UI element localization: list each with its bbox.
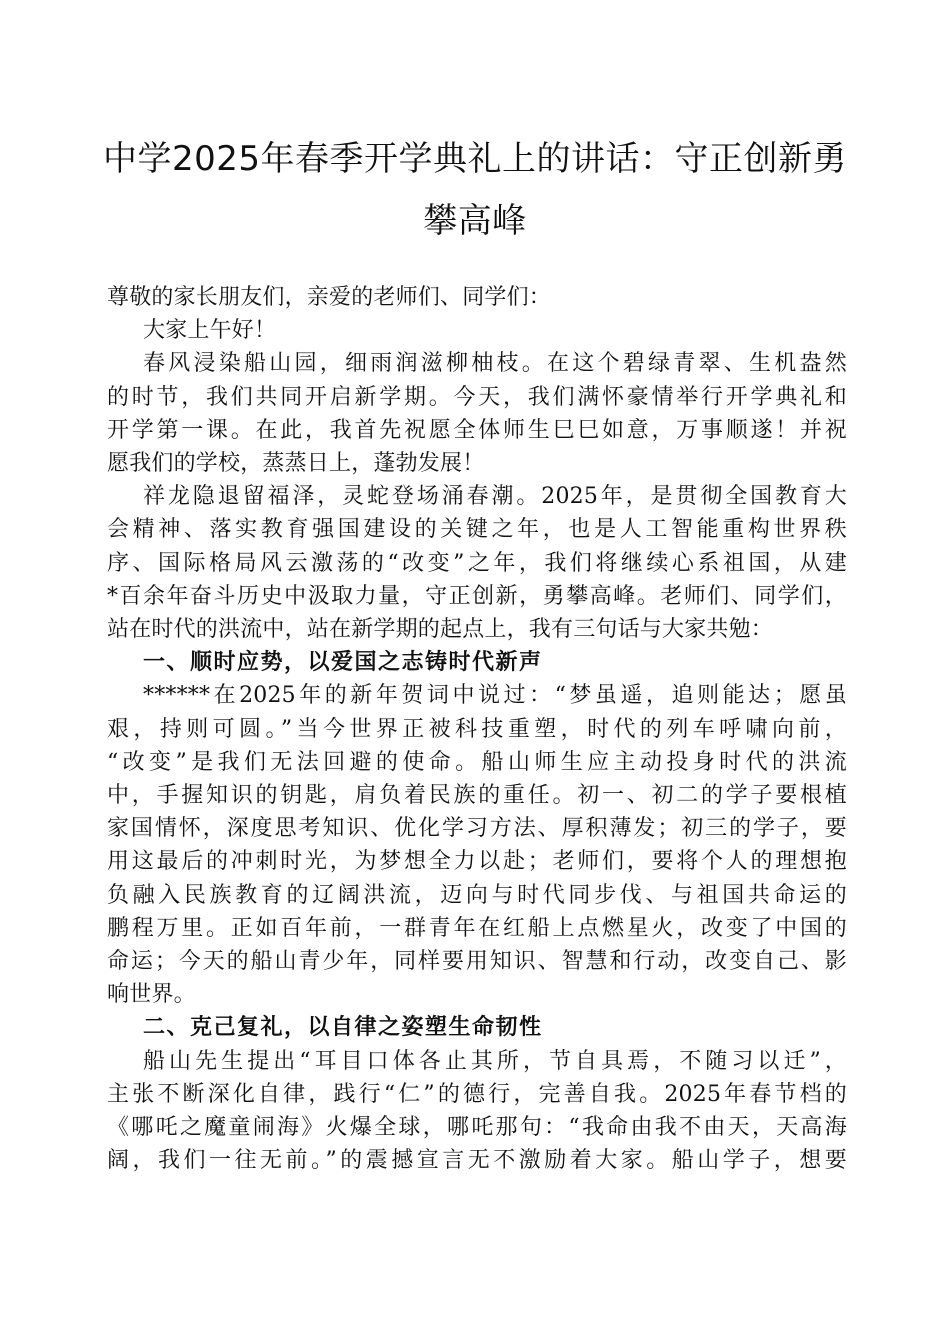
paragraph-line: ******在2025年的新年贺词中说过：“梦虽遥，追则能达；愿虽 <box>143 683 847 709</box>
paragraph-line: 序、国际格局风云激荡的“改变”之年，我们将继续心系祖国，从建 <box>107 550 847 576</box>
greeting <box>107 314 847 347</box>
paragraph-line: 春风浸染船山园，细雨润滋柳柚枝。在这个碧绿青翠、生机盎然 <box>143 351 847 377</box>
paragraph-line: 船山先生提出“耳目口体各止其所，节自具焉，不随习以迁”， <box>143 1048 847 1074</box>
paragraph-line: “改变”是我们无法回避的使命。船山师生应主动投身时代的洪流 <box>107 749 847 775</box>
paragraph-line: 负融入民族教育的辽阔洪流，迈向与时代同步伐、与祖国共命运的 <box>107 882 847 908</box>
paragraph-line: *百余年奋斗历史中汲取力量，守正创新，勇攀高峰。老师们、同学们， <box>107 583 847 609</box>
paragraph-line: 家国情怀，深度思考知识、优化学习方法、厚积薄发；初三的学子，要 <box>107 816 847 842</box>
paragraph-line: 《哪吒之魔童闹海》火爆全球，哪吒那句：“我命由我不由天，天高海 <box>107 1115 847 1141</box>
heading-line: 二、克己复礼，以自律之姿塑生命韧性 <box>143 1015 543 1041</box>
paragraph-section-1 <box>107 679 847 1011</box>
paragraph-opening <box>107 347 847 480</box>
paragraph-line: 用这最后的冲刺时光，为梦想全力以赴；老师们，要将个人的理想抱 <box>107 849 847 875</box>
paragraph-line: 中，手握知识的钥匙，肩负着民族的重任。初一、初二的学子要根植 <box>107 783 847 809</box>
paragraph-line: 响世界。 <box>107 982 196 1008</box>
paragraph-line: 命运；今天的船山青少年，同样要用知识、智慧和行动，改变自己、影 <box>107 949 847 975</box>
salutation-line: 尊敬的家长朋友们，亲爱的老师们、同学们： <box>107 285 552 310</box>
greeting-line: 大家上午好！ <box>143 318 277 344</box>
paragraph-context <box>107 480 847 646</box>
paragraph-section-2 <box>107 1045 847 1178</box>
salutation <box>107 281 847 314</box>
paragraph-line: 的时节，我们共同开启新学期。今天，我们满怀豪情举行开学典礼和 <box>107 384 847 410</box>
section-heading-2 <box>107 1011 847 1044</box>
title-line: 攀高峰 <box>423 201 527 241</box>
paragraph-line: 艰，持则可圆。”当今世界正被科技重塑，时代的列车呼啸向前， <box>107 716 847 742</box>
paragraph-line: 祥龙隐退留福泽，灵蛇登场涌春潮。2025年，是贯彻全国教育大 <box>143 484 847 510</box>
document-title <box>95 128 855 252</box>
document-body <box>107 281 847 1177</box>
title-line: 中学2025年春季开学典礼上的讲话：守正创新勇 <box>102 139 848 179</box>
paragraph-line: 会精神、落实教育强国建设的关键之年，也是人工智能重构世界秩 <box>107 517 847 543</box>
paragraph-line: 鹏程万里。正如百年前，一群青年在红船上点燃星火，改变了中国的 <box>107 915 847 941</box>
paragraph-line: 愿我们的学校，蒸蒸日上，蓬勃发展！ <box>107 451 485 477</box>
paragraph-line: 站在时代的洪流中，站在新学期的起点上，我有三句话与大家共勉： <box>107 617 774 643</box>
section-heading-1 <box>107 646 847 679</box>
paragraph-line: 开学第一课。在此，我首先祝愿全体师生巳巳如意，万事顺遂！并祝 <box>107 417 847 443</box>
heading-line: 一、顺时应势，以爱国之志铸时代新声 <box>143 650 543 676</box>
paragraph-line: 主张不断深化自律，践行“仁”的德行，完善自我。2025年春节档的 <box>107 1081 847 1107</box>
paragraph-line: 阔，我们一往无前。”的震撼宣言无不激励着大家。船山学子，想要 <box>107 1148 847 1174</box>
